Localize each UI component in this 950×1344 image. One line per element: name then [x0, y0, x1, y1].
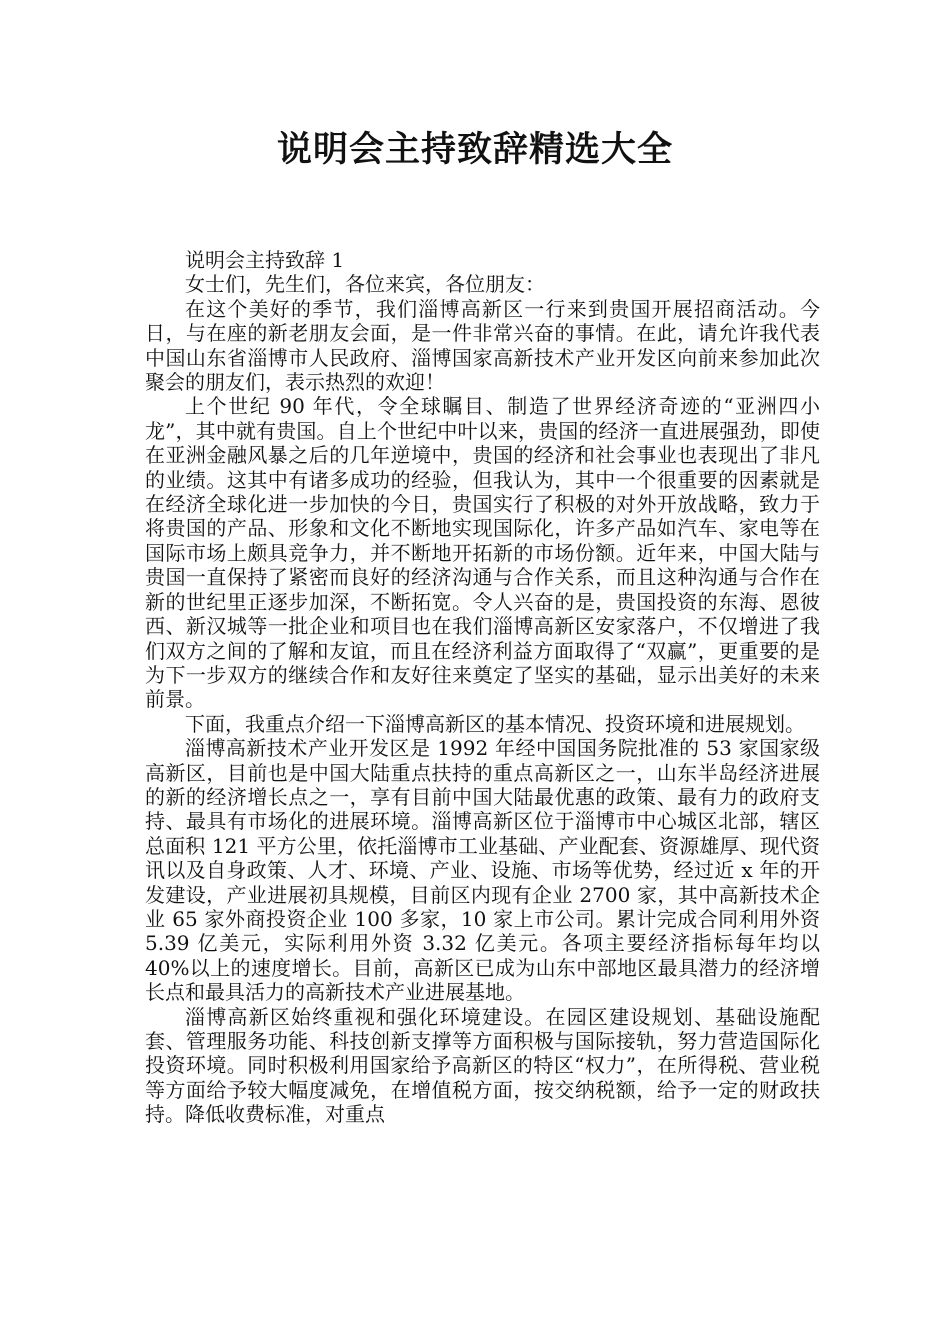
- document-body: [145, 248, 820, 1127]
- body-paragraph: 下面，我重点介绍一下淄博高新区的基本情况、投资环境和进展规划。: [185, 711, 805, 736]
- body-paragraph: 在这个美好的季节，我们淄博高新区一行来到贵国开展招商活动。今日，与在座的新老朋友会面，是一件非常兴奋的事情。在此，请允许我代表中国山东省淄博市人民政府、淄博国家高新技术产业开发区向前来参加此次聚会的朋友们，表示热烈的欢迎！: [145, 296, 820, 395]
- body-paragraph: 淄博高新技术产业开发区是 1992 年经中国国务院批准的 53 家国家级高新区，目前也是中国大陆重点扶持的重点高新区之一，山东半岛经济进展的新的经济增长点之一，享有目前中国大陆最优惠的政策、最有力的政府支持、最具有市场化的进展环境。淄博高新区位于淄博市中心城区北部，辖区总面积 121 平方公里，依托淄博市工业基础、产业配套、资源雄厚、现代资讯以及自身政策、人才、环境、产业、设施、市场等优势，经过近 x 年的开发建设，产业进展初具规模，目前区内现有企业 2700 家，其中高新技术企业 65 家外商投资企业 100 多家，10 家上市公司。累计完成合同利用外资 5.39 亿美元，实际利用外资 3.32 亿美元。各项主要经济指标每年均以 40%以上的速度增长。目前，高新区已成为山东中部地区最具潜力的经济增长点和最具活力的高新技术产业进展基地。: [145, 736, 820, 1005]
- salutation: 女士们，先生们，各位来宾，各位朋友：: [185, 272, 545, 297]
- body-paragraph: 淄博高新区始终重视和强化环境建设。在园区建设规划、基础设施配套、管理服务功能、科技创新支撑等方面积极与国际接轨，努力营造国际化投资环境。同时积极利用国家给予高新区的特区“权力”，在所得税、营业税等方面给予较大幅度减免，在增值税方面，按交纳税额，给予一定的财政扶持。降低收费标准，对重点: [145, 1004, 820, 1127]
- body-paragraph: 上个世纪 90 年代，令全球瞩目、制造了世界经济奇迹的“亚洲四小龙”，其中就有贵国。自上个世纪中叶以来，贵国的经济一直进展强劲，即使在亚洲金融风暴之后的几年逆境中，贵国的经济和社会事业也表现出了非凡的业绩。这其中有诸多成功的经验，但我认为，其中一个很重要的因素就是在经济全球化进一步加快的今日，贵国实行了积极的对外开放战略，致力于将贵国的产品、形象和文化不断地实现国际化，许多产品如汽车、家电等在国际市场上颇具竞争力，并不断地开拓新的市场份额。近年来，中国大陆与贵国一直保持了紧密而良好的经济沟通与合作关系，而且这种沟通与合作在新的世纪里正逐步加深，不断拓宽。令人兴奋的是，贵国投资的东海、恩彼西、新汉城等一批企业和项目也在我们淄博高新区安家落户，不仅增进了我们双方之间的了解和友谊，而且在经济利益方面取得了“双赢”，更重要的是为下一步双方的继续合作和友好往来奠定了坚实的基础，显示出美好的未来前景。: [145, 394, 820, 712]
- section-heading: 说明会主持致辞 1: [185, 248, 345, 272]
- document-title: 说明会主持致辞精选大全: [276, 130, 673, 170]
